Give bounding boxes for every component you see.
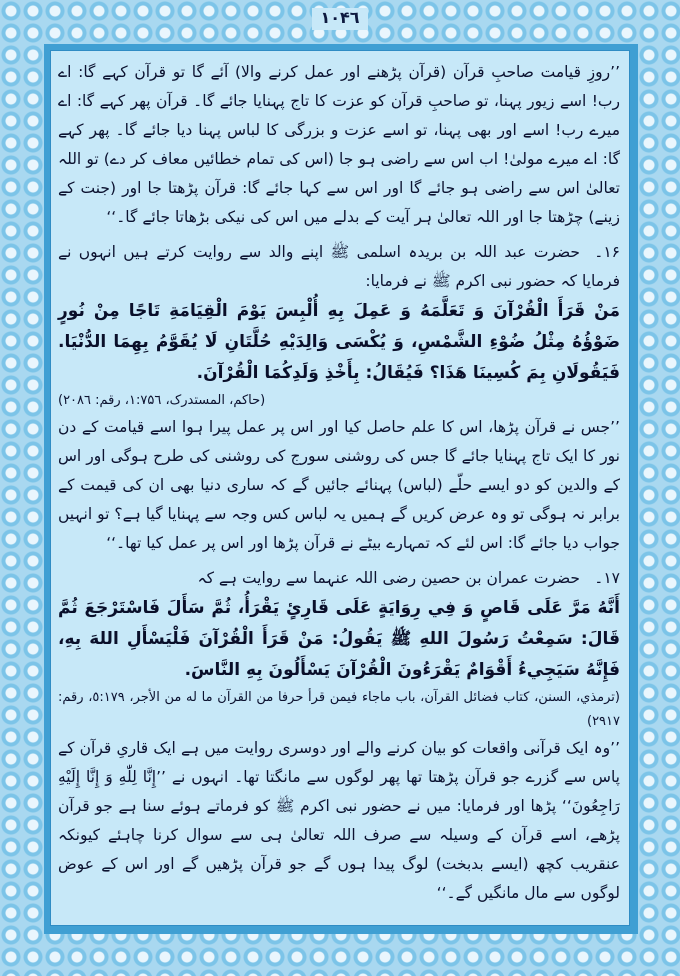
hadith-16-translation: ’’جس نے قرآن پڑھا، اس کا علم حاصل کیا اور اس پر عمل پیرا ہوا اسے قیامت کے دن نور کا ایک تاج پہنایا جائے گا جس کی روشنی سورج کی روشنی کی طرح ہوگی اور اس کے والدین کو دو ایسے حلّے (لباس) پہنائے جائیں گے کہ ساری دنیا بھی ان کی قیمت کے برابر نہ ہوگی تو وہ عرض کریں گے ہمیں یہ لباس کس وجہ سے پہنایا گیا ہے؟ تو انہیں جواب دیا جائے گا: اس لئے کہ تمہارے بیٹے نے قرآن پڑھا اور اس پر عمل کیا تھا۔‘‘ <box>58 418 620 552</box>
hadith-17-intro-text: حضرت عمران بن حصین رضی اللہ عنہما سے روایت ہے کہ <box>197 569 580 587</box>
hadith-17-intro <box>58 564 620 593</box>
hadith-16-reference: (حاکم، المستدرک، ۱:۷۵٦، رقم: ۲۰۸٦) <box>58 393 266 408</box>
page-number: ۱۰۴٦ <box>312 8 368 30</box>
hadith-16-intro-text: حضرت عبد اللہ بن بریدہ اسلمی ﷺ اپنے والد سے روایت کرتے ہیں انہوں نے فرمایا کہ حضور نبی اکرم ﷺ نے فرمایا: <box>58 243 620 290</box>
hadith-16-arabic: مَنْ قَرَأَ الْقُرْآنَ وَ تَعَلَّمَهُ وَ عَمِلَ بِهِ أُلْبِسَ يَوْمَ الْقِيَامَةِ تَاجًا مِنْ نُورٍ ضَوْؤُهُ مِثْلُ ضُوْءِ الشَّمْسِ، وَ يُكْسَى وَالِدَيْهِ حُلَّتَانِ لَا يُقَوَّمُ بِهِمَا الدُّنْيَا. فَيَقُولَانِ بِمَ كُسِينَا هَذَا؟ فَيُقَالُ: بِأَخْذِ وَلَدِكُمَا الْقُرْآنَ. <box>58 301 620 383</box>
hadith-17-translation: ’’وہ ایک قرآنی واقعات کو بیان کرنے والے اور دوسری روایت میں ہے ایک قاریِ قرآن کے پاس سے گزرے جو قرآن پڑھتا تھا پھر لوگوں سے مانگتا تھا۔ انہوں نے ’’إِنَّا لِلّٰهِ وَ إِنَّا إِلَيْهِ رَاجِعُونَ‘‘ پڑھا اور فرمایا: میں نے حضور نبی اکرم ﷺ کو فرماتے ہوئے سنا ہے جو قرآن پڑھے، اسے قرآن کے وسیلہ سے صرف اللہ تعالیٰ ہی سے سوال کرنا چاہئے کیونکہ عنقریب کچھ (ایسے بدبخت) لوگ پیدا ہوں گے جو قرآن پڑھیں گے اور اس کے عوض لوگوں سے مال مانگیں گے۔‘‘ <box>58 739 620 902</box>
hadith-17-arabic: أَنَّهُ مَرَّ عَلَى قَاصٍ وَ فِي رِوَايَةٍ عَلَى قَارِئٍ يَقْرَأُ، ثُمَّ سَأَلَ فَاسْتَرْجَعَ ثُمَّ قَالَ: سَمِعْتُ رَسُولَ اللهِ ﷺ يَقُولُ: مَنْ قَرَأَ الْقُرْآنَ فَلْيَسْأَلِ اللهَ بِهِ، فَإِنَّهُ سَيَجِيءُ أَقْوَامٌ يَقْرَءُونَ الْقُرْآنَ يَسْأَلُونَ بِهِ النَّاسَ. <box>58 598 620 680</box>
hadith-17-number: ۱۷۔ <box>594 569 620 587</box>
paragraph-1: ’’روزِ قیامت صاحبِ قرآن (قرآن پڑھنے اور عمل کرنے والا) آئے گا تو قرآن کہے گا: اے رب! اسے زیور پہنا، تو صاحبِ قرآن کو عزت کا تاج پہنایا جائے گا۔ قرآن پھر کہے گا: اے میرے رب! اسے اور بھی پہنا، تو اسے عزت و بزرگی کا لباس پہنا دیا جائے گا۔ پھر کہے گا: اے میرے مولیٰ! اب اس سے راضی ہو جا (اس کی تمام خطائیں معاف کر دے) تو اللہ تعالیٰ اس سے راضی ہو جائے گا اور اس سے کہا جائے گا: قرآن پڑھتا جا اور (جنت کے زینے) چڑھتا جا اور اللہ تعالیٰ ہر آیت کے بدلے میں اس کی نیکی بڑھاتا جائے گا۔‘‘ <box>58 63 620 226</box>
hadith-17-reference: (ترمذي، السنن، كتاب فضائل القرآن، باب ماجاء فيمن قرأ حرفا من القرآن ما له من الأجر، ٥:١٧٩، رقم: ٢٩١٧) <box>58 690 620 729</box>
page-content <box>58 58 620 918</box>
hadith-16-number: ۱۶۔ <box>594 243 620 261</box>
hadith-16-intro <box>58 238 620 296</box>
